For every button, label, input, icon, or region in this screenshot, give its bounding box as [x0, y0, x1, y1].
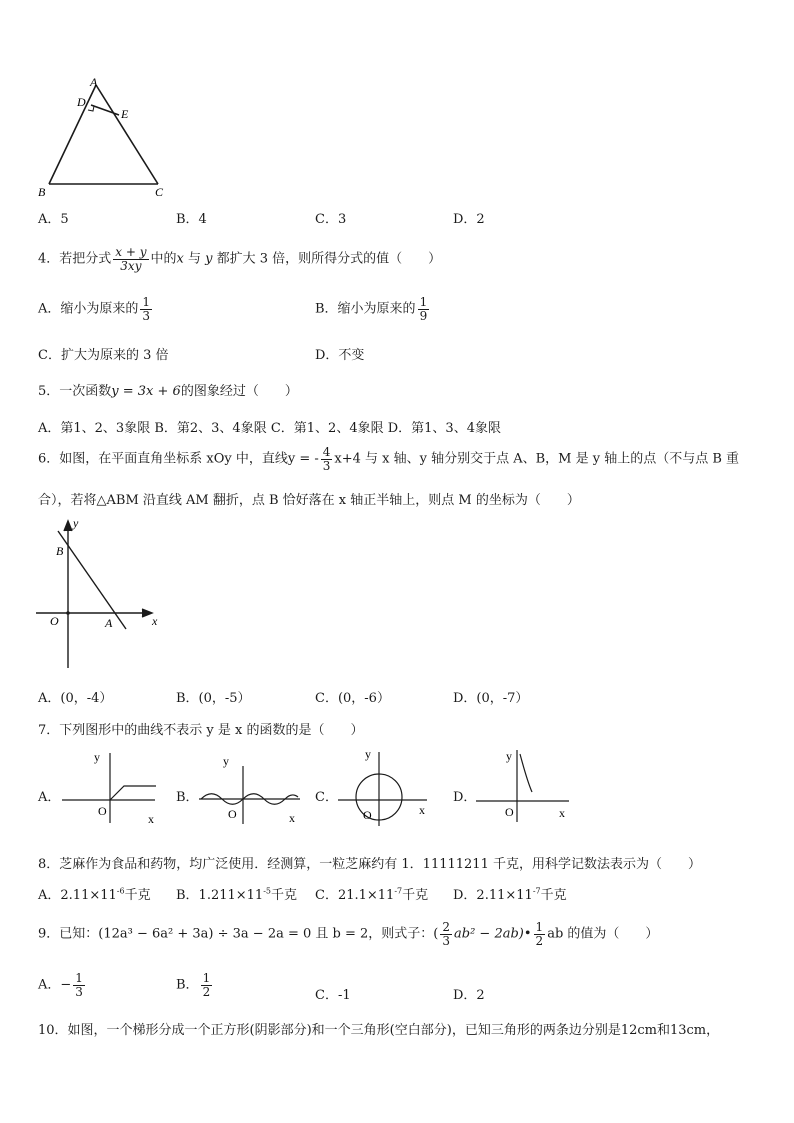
q4-option-a: A．缩小为原来的 $\frac{1}{3}$ — [38, 295, 151, 323]
q8-option-b: B．$1.211\times 11^{-5}$千克 — [176, 886, 298, 903]
label-B: B — [38, 185, 46, 199]
q6-option-b: B．(0，-5） — [176, 691, 251, 706]
q6-option-a: A．(0，-4） — [38, 691, 113, 706]
q9-option-b: B． $\frac{1}{2}$ — [176, 971, 211, 999]
q6-x-label: x — [152, 614, 158, 628]
q5-stem: 5．一次函数y = 3x + 6的图象经过（ ） — [38, 384, 298, 399]
triangle-figure — [30, 72, 180, 202]
q6-stem-line1: 6．如图，在平面直角坐标系 xOy 中，直线y = - $\frac{4}{3}$ x+4 与 x 轴、y 轴分别交于点 A、B，M 是 y 轴上的点（不与点 B 重 — [38, 445, 740, 473]
q9-option-d: D．2 — [453, 988, 485, 1003]
svg-text:O: O — [363, 808, 372, 822]
q9-option-a: A．− $\frac{1}{3}$ — [38, 971, 83, 999]
svg-text:O: O — [505, 805, 514, 819]
q7-graph-d — [472, 744, 577, 829]
q4-option-d: D．不变 — [315, 348, 365, 363]
q6-point-a-label: A — [105, 616, 113, 630]
q5-options: A．第1、2、3象限 B．第2、3、4象限 C．第1、2、4象限 D．第1、3、4象限 — [38, 421, 501, 436]
label-D: D — [77, 95, 86, 109]
q7-graph-a — [60, 745, 165, 830]
q8-option-d: D．$2.11\times 11^{-7}$千克 — [453, 886, 567, 903]
q10-stem: 10．如图，一个梯形分成一个正方形(阴影部分)和一个三角形(空白部分)，已知三角形的两条边分别是12cm和13cm， — [38, 1023, 720, 1038]
svg-text:y: y — [365, 747, 371, 761]
q8-stem: 8．芝麻作为食品和药物，均广泛使用．经测算，一粒芝麻约有 1．11111211 千克，用科学记数法表示为（ ） — [38, 857, 701, 872]
q6-point-b-label: B — [56, 544, 64, 558]
q4-stem: 4．若把分式 $\frac{x + y}{3xy}$ 中的x 与 y 都扩大 3 倍，则所得分式的值（ ） — [38, 245, 442, 273]
q6-option-c: C．(0，-6） — [315, 691, 390, 706]
q3-option-c: C．3 — [315, 212, 347, 227]
svg-text:x: x — [559, 806, 565, 820]
svg-text:O: O — [228, 807, 237, 821]
q7-label-d: D． — [453, 790, 477, 805]
q7-stem: 7．下列图形中的曲线不表示 y 是 x 的函数的是（ ） — [38, 723, 364, 738]
q3-option-d: D．2 — [453, 212, 485, 227]
q9-stem: 9．已知：(12a³ − 6a² + 3a) ÷ 3a − 2a = 0 且 b = 2，则式子：( $\frac{2}{3}$ ab² − 2ab)• $\frac{1}{2}$ ab 的值为（ ） — [38, 920, 659, 948]
q8-option-a: A．$2.11\times 11^{-6}$千克 — [38, 886, 151, 903]
svg-text:y: y — [223, 754, 229, 768]
label-A: A — [90, 75, 98, 89]
q7-graph-c — [335, 744, 435, 829]
svg-text:y: y — [506, 749, 512, 763]
q6-option-d: D．(0，-7） — [453, 691, 529, 706]
q7-label-c: C． — [315, 790, 338, 805]
q9-option-c: C．-1 — [315, 988, 351, 1003]
q3-option-b: B．4 — [176, 212, 207, 227]
label-C: C — [155, 185, 164, 199]
q6-stem-line2: 合），若将△ABM 沿直线 AM 翻折，点 B 恰好落在 x 轴正半轴上，则点 M 的坐标为（ ） — [38, 493, 580, 508]
q7-graph-b — [195, 752, 305, 832]
svg-text:x: x — [419, 803, 425, 817]
q4-fraction: $\frac{x + y}{3xy}$ — [115, 245, 147, 273]
svg-text:O: O — [98, 804, 107, 818]
q4-option-b: B．缩小为原来的 $\frac{1}{9}$ — [315, 295, 428, 323]
q6-origin-label: O — [50, 614, 59, 628]
q3-option-a: A．5 — [38, 212, 69, 227]
label-E: E — [121, 107, 129, 121]
q7-label-b: B． — [176, 790, 199, 805]
svg-text:x: x — [289, 811, 295, 825]
q6-coordinate-figure — [30, 515, 170, 675]
q6-y-label: y — [73, 516, 79, 530]
q4-option-c: C．扩大为原来的 3 倍 — [38, 348, 169, 363]
svg-text:y: y — [94, 750, 100, 764]
q7-label-a: A． — [38, 790, 61, 805]
q8-option-c: C．$21.1\times 11^{-7}$千克 — [315, 886, 429, 903]
svg-text:x: x — [148, 812, 154, 826]
